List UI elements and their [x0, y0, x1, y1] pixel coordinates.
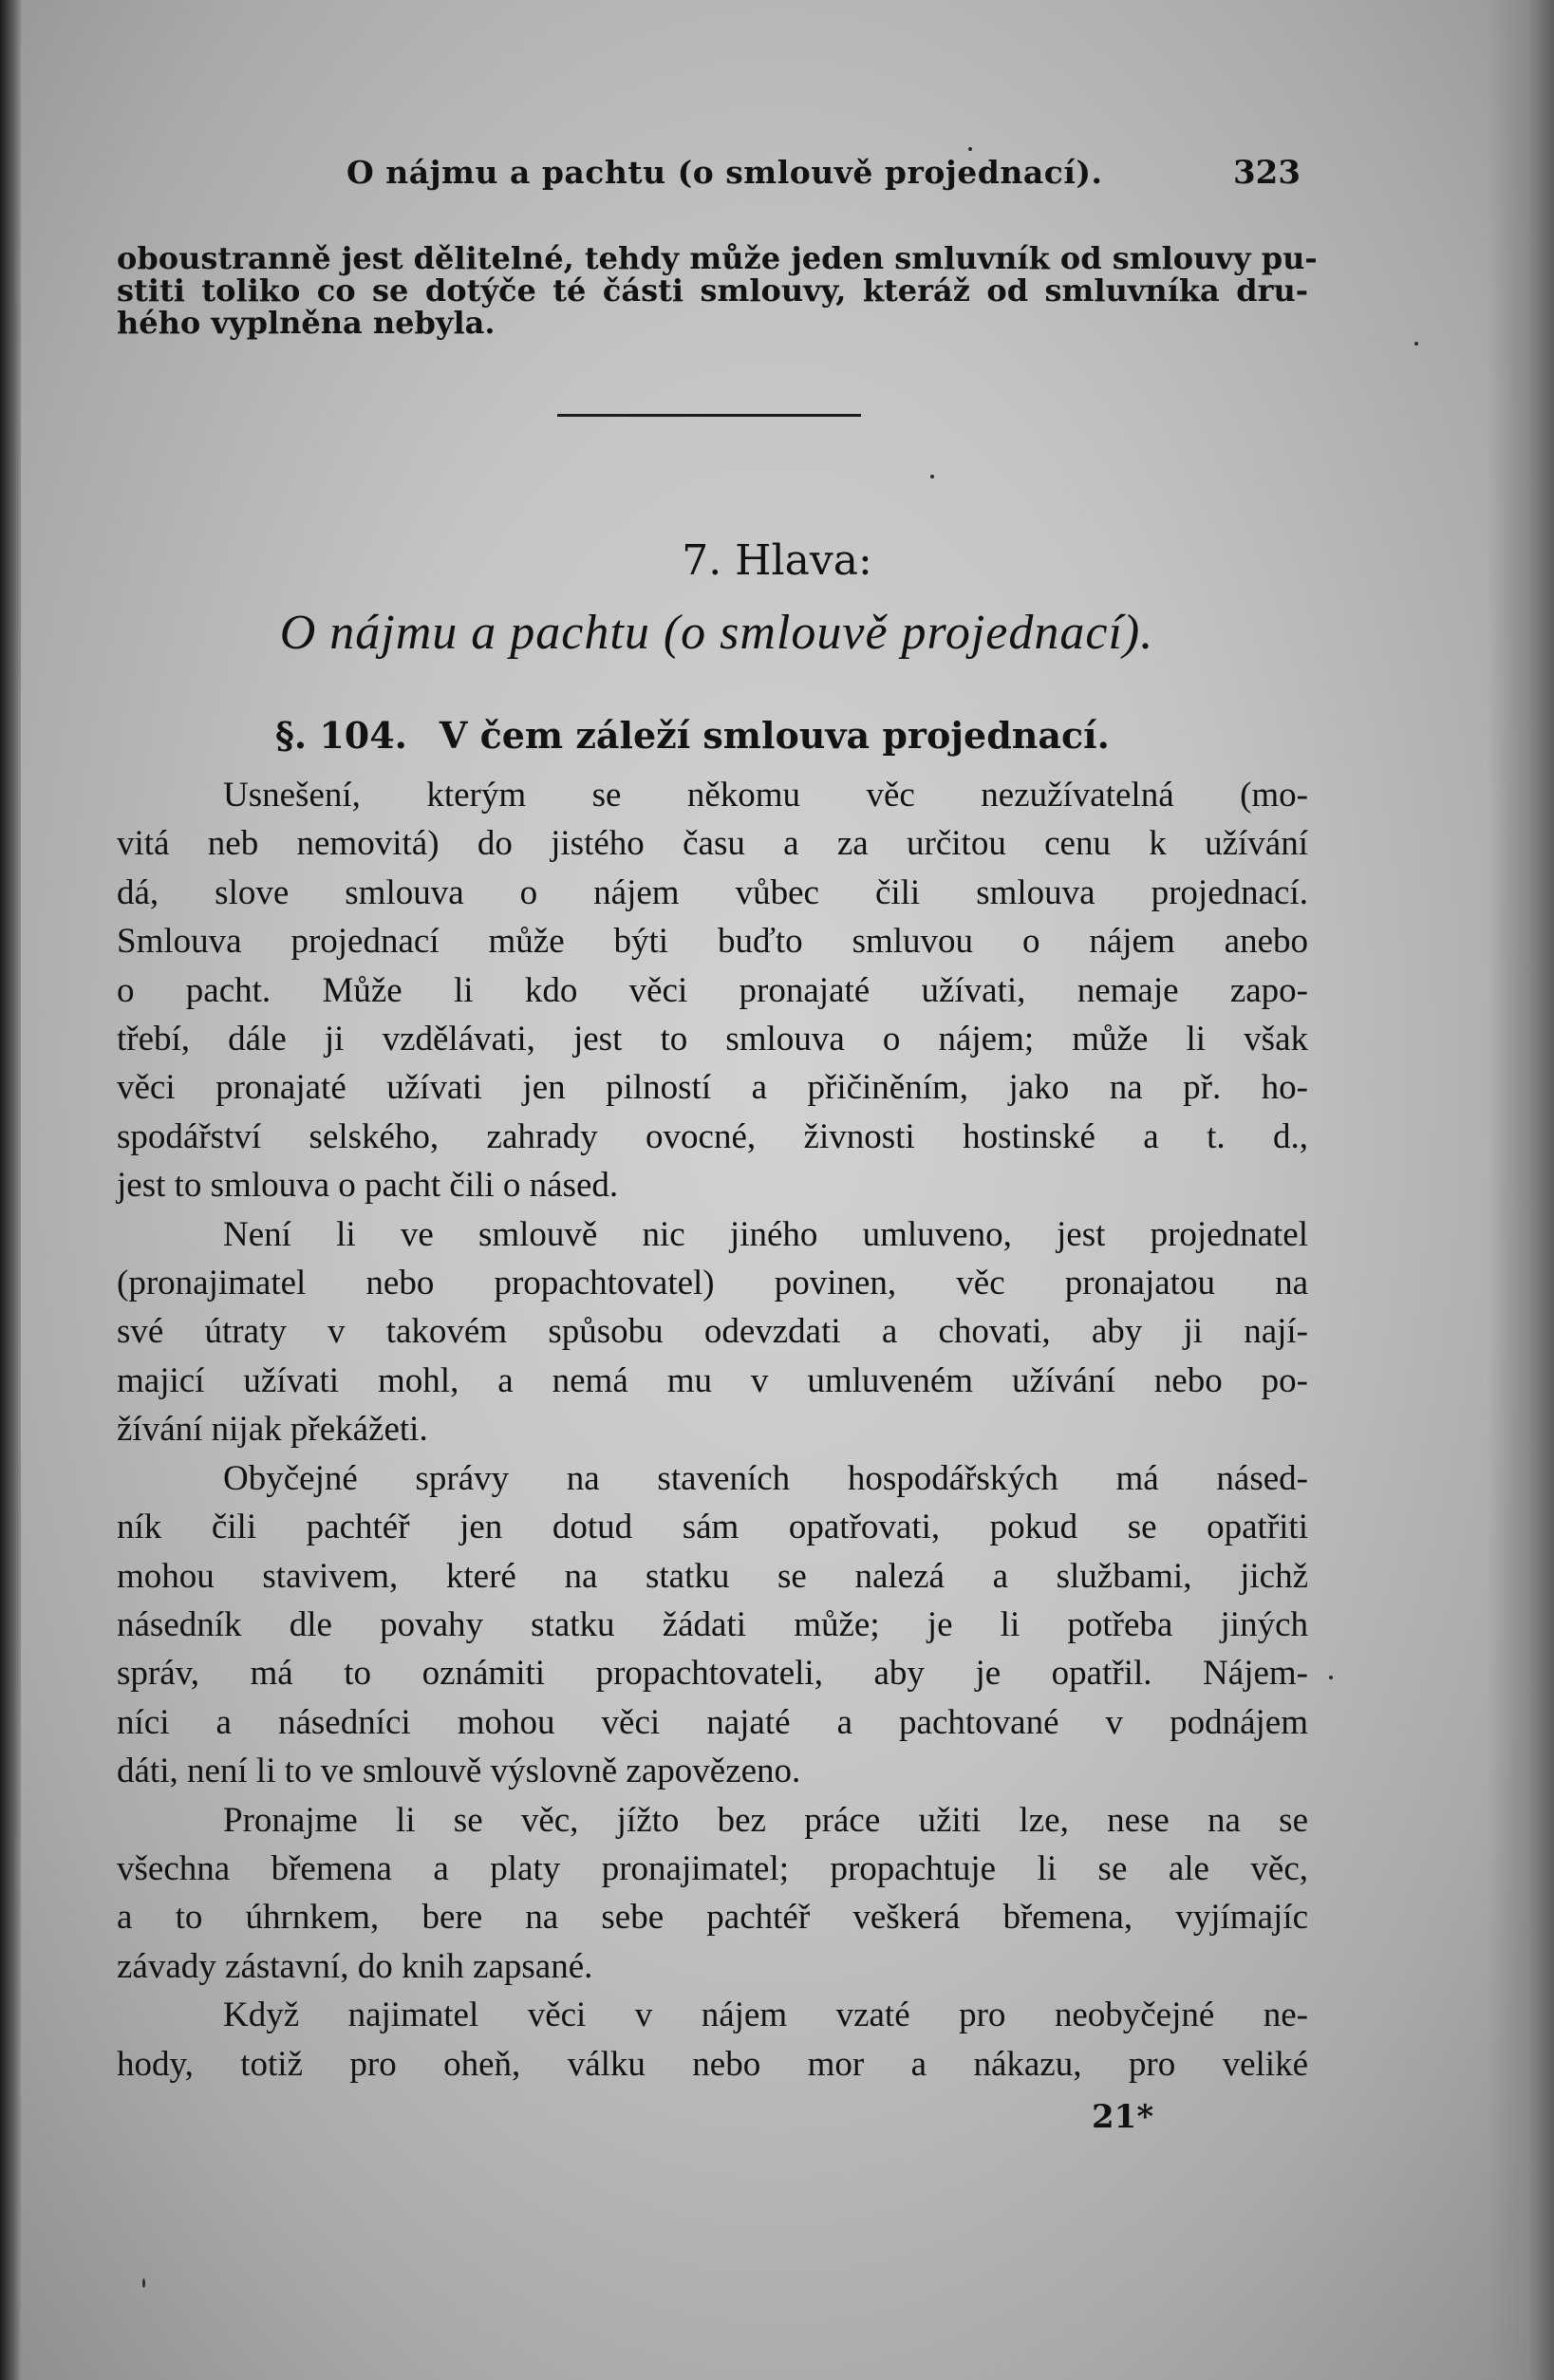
intro-line: oboustranně jest dělitelné, tehdy může jeden smluvník od smlouvy pu-: [117, 240, 1318, 276]
body-line: věci pronajaté užívati jen pilností a přičiněním, jako na př. ho-: [117, 1068, 1308, 1108]
body-line: třebí, dále ji vzdělávati, jest to smlouva o nájem; může li však: [117, 1020, 1308, 1059]
book-spine-shadow: [0, 0, 21, 2380]
body-line: své útraty v takovém spůsobu odevzdati a chovati, aby ji nají-: [117, 1312, 1308, 1352]
scan-speck: [1414, 342, 1418, 346]
intro-line: stiti toliko co se dotýče té části smlouvy, kteráž od smluvníka dru-: [117, 272, 1308, 309]
body-line: závady zástavní, do knih zapsané.: [117, 1946, 593, 1986]
intro-paragraph: [117, 240, 1318, 341]
scan-speck: [1329, 1676, 1333, 1679]
body-line: násedník dle povahy statku žádati může; je li potřeba jiných: [117, 1604, 1308, 1644]
body-line: spodářství selského, zahrady ovocné, živnosti hostinské a t. d.,: [117, 1116, 1308, 1156]
body-line: dá, slove smlouva o nájem vůbec čili smlouva projednací.: [117, 872, 1308, 912]
running-title: O nájmu a pachtu (o smlouvě projednací).: [346, 154, 1103, 191]
body-line: správ, má to oznámiti propachtovateli, aby je opatřil. Nájem-: [117, 1654, 1308, 1694]
body-line: Usnešení, kterým se někomu věc nezužívatelná (mo-: [223, 776, 1308, 815]
body-line: majicí užívati mohl, a nemá mu v umluveném užívání nebo po-: [117, 1360, 1308, 1400]
intro-line: hého vyplněna nebyla.: [117, 305, 496, 341]
signature-mark: 21*: [1092, 2098, 1154, 2136]
body-line: Pronajme li se věc, jížto bez práce užiti lze, nese na se: [223, 1800, 1308, 1840]
page-number: 323: [1233, 154, 1301, 192]
body-text: [117, 771, 1308, 2089]
body-line: dáti, není li to ve smlouvě výslovně zapovězeno.: [117, 1752, 801, 1791]
body-line: hody, totiž pro oheň, válku nebo mor a nákazu, pro veliké: [117, 2044, 1308, 2084]
body-line: Obyčejné správy na staveních hospodářských má násed-: [223, 1458, 1308, 1498]
scan-speck: [930, 475, 934, 478]
section-number: §. 104.: [275, 714, 407, 757]
body-line: mohou stavivem, které na statku se nalezá a službami, jichž: [117, 1556, 1308, 1596]
section-heading: [275, 714, 1225, 757]
body-line: Když najimatel věci v nájem vzaté pro neobyčejné ne-: [223, 1996, 1308, 2035]
body-line: jest to smlouva o pacht čili o násed.: [117, 1166, 619, 1206]
body-line: Není li ve smlouvě nic jiného umluveno, jest projednatel: [223, 1214, 1308, 1254]
section-title: V čem záleží smlouva projednací.: [439, 714, 1110, 757]
body-line: a to úhrnkem, bere na sebe pachtéř veškerá břemena, vyjímajíc: [117, 1898, 1308, 1938]
body-line: níci a násedníci mohou věci najaté a pachtované v podnájem: [117, 1702, 1308, 1742]
chapter-number: 7. Hlava:: [682, 536, 872, 585]
body-line: všechna břemena a platy pronajimatel; propachtuje li se ale věc,: [117, 1848, 1308, 1888]
section-divider: [557, 414, 861, 417]
body-line: žívání nijak překážeti.: [117, 1410, 428, 1450]
body-line: ník čili pachtéř jen dotud sám opatřovati, pokud se opatřiti: [117, 1508, 1308, 1547]
body-line: vitá neb nemovitá) do jistého času a za určitou cenu k užívání: [117, 824, 1308, 864]
running-head: [346, 154, 1301, 199]
body-line: o pacht. Může li kdo věci pronajaté užívati, nemaje zapo-: [117, 970, 1308, 1010]
chapter-title: O nájmu a pachtu (o smlouvě projednací).: [279, 606, 1154, 660]
page-edge-shadow: [1488, 0, 1554, 2380]
scan-speck: [142, 2278, 145, 2288]
scan-speck: [968, 147, 972, 151]
body-line: Smlouva projednací může býti buďto smluvou o nájem anebo: [117, 922, 1308, 962]
body-line: (pronajimatel nebo propachtovatel) povinen, věc pronajatou na: [117, 1264, 1308, 1303]
